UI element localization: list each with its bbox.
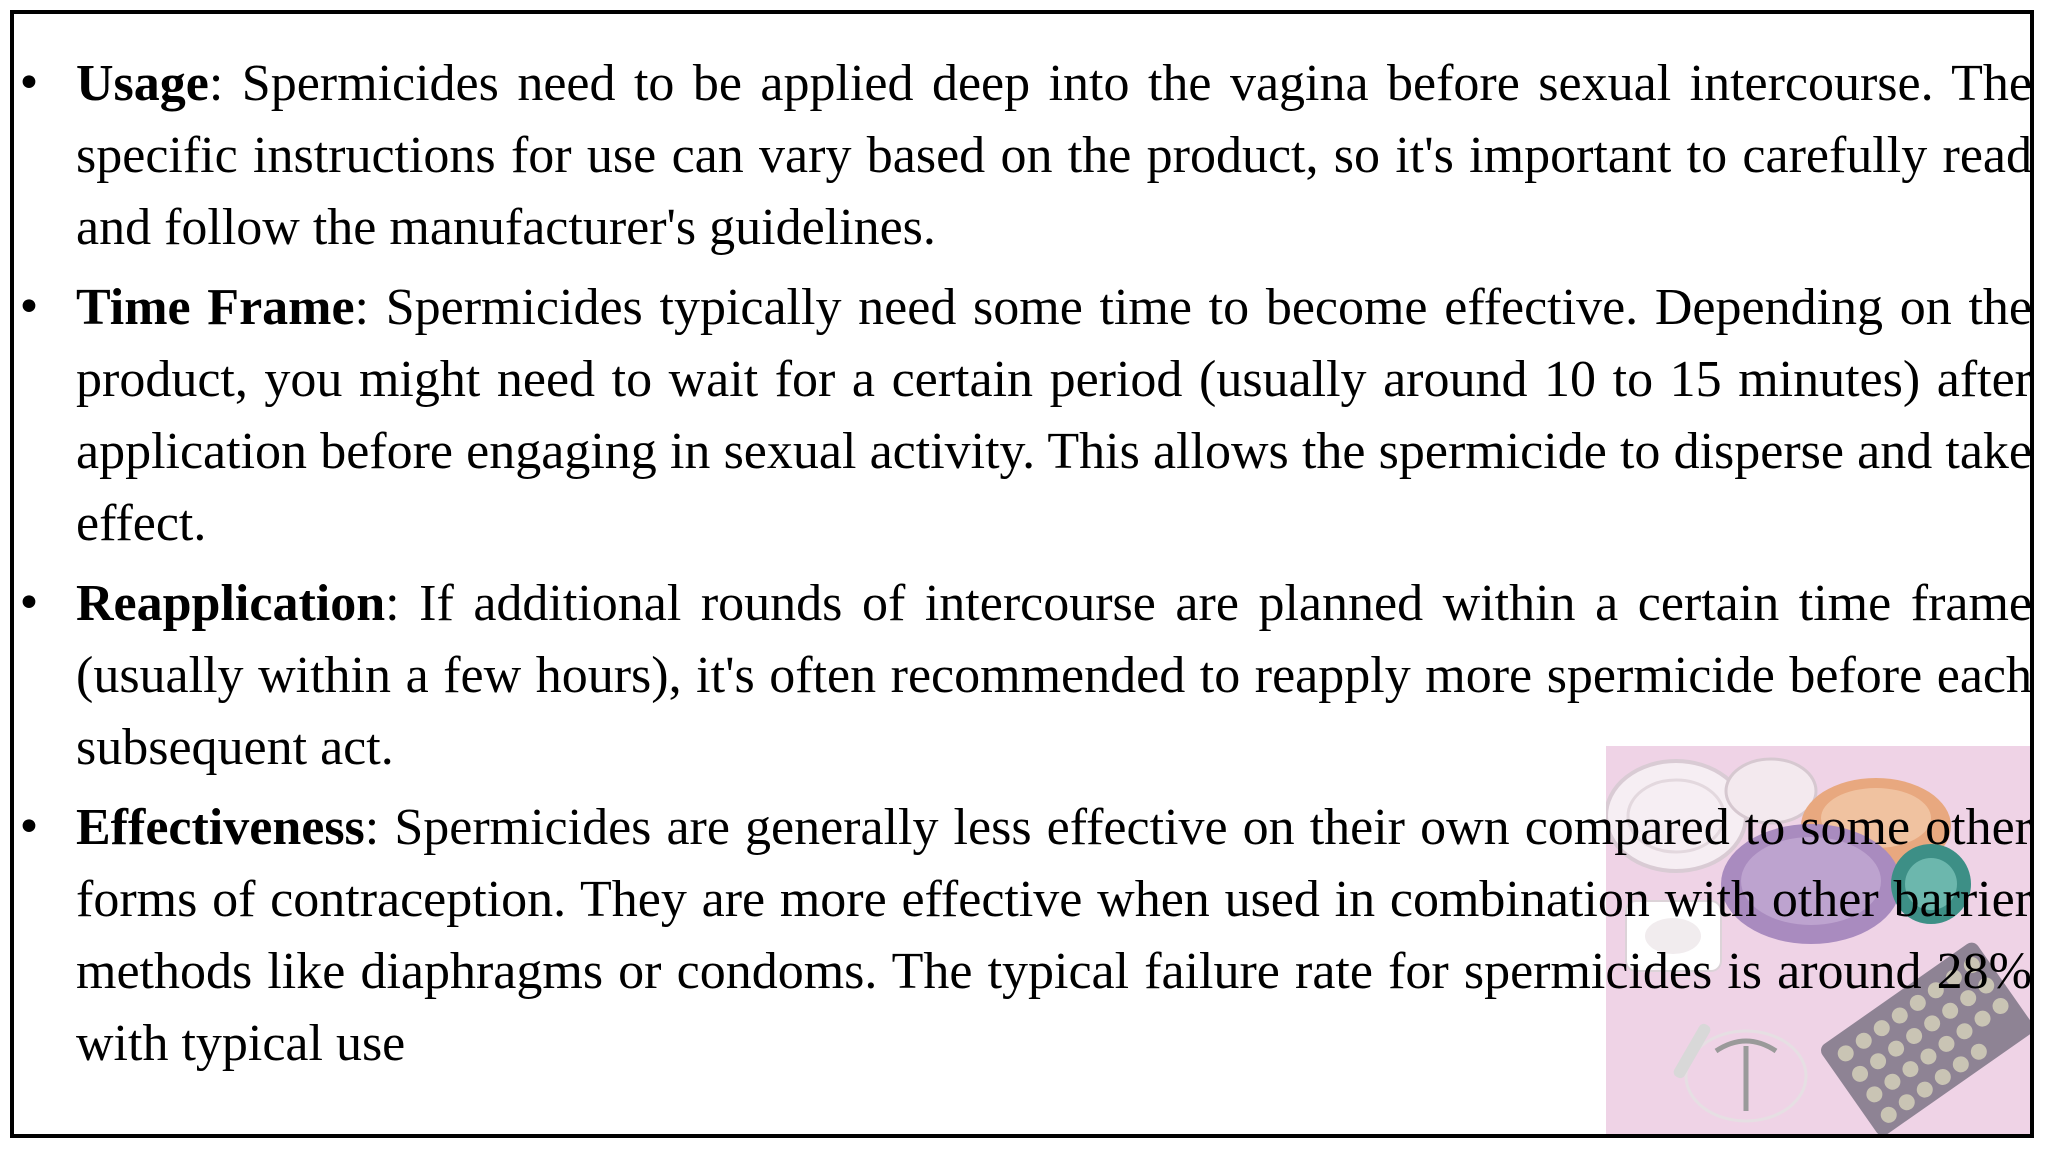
item-text: If additional rounds of intercourse are planned within a certain time frame (usually within a few hours), it's often recommended to reapply more spermicide before each subsequent act. [76, 575, 2032, 776]
item-separator: : [385, 575, 400, 632]
list-item-time-frame [16, 272, 2032, 560]
item-term: Reapplication [76, 575, 386, 632]
item-separator: : [354, 279, 369, 336]
item-separator: : [208, 55, 224, 112]
list-item-reapplication [16, 568, 2032, 784]
list-item-usage [16, 48, 2032, 264]
item-text: Spermicides typically need some time to become effective. Depending on the product, you might need to wait for a certain period (usually around 10 to 15 minutes) after application before engaging in sexual activity. This allows the spermicide to disperse and take effect. [76, 279, 2032, 552]
item-separator: : [364, 799, 380, 856]
bullet-icon: • [16, 58, 42, 109]
item-text: Spermicides are generally less effective on their own compared to some other forms of contraception. They are more effective when used in combination with other barrier methods like diaphragms or condoms. The typical failure rate for spermicides is around 28% with typical use [76, 799, 2032, 1072]
document-body [16, 48, 2032, 1088]
bullet-list [16, 48, 2032, 1080]
list-item-effectiveness [16, 792, 2032, 1080]
item-text: Spermicides need to be applied deep into the vagina before sexual intercourse. The specific instructions for use can vary based on the product, so it's important to carefully read and follow the manufacturer's guidelines. [76, 55, 2032, 256]
item-term: Effectiveness [76, 799, 365, 856]
bullet-icon: • [16, 282, 42, 333]
bullet-icon: • [16, 578, 42, 629]
bullet-icon: • [16, 802, 42, 853]
item-term: Usage [76, 55, 209, 112]
item-term: Time Frame [76, 279, 355, 336]
